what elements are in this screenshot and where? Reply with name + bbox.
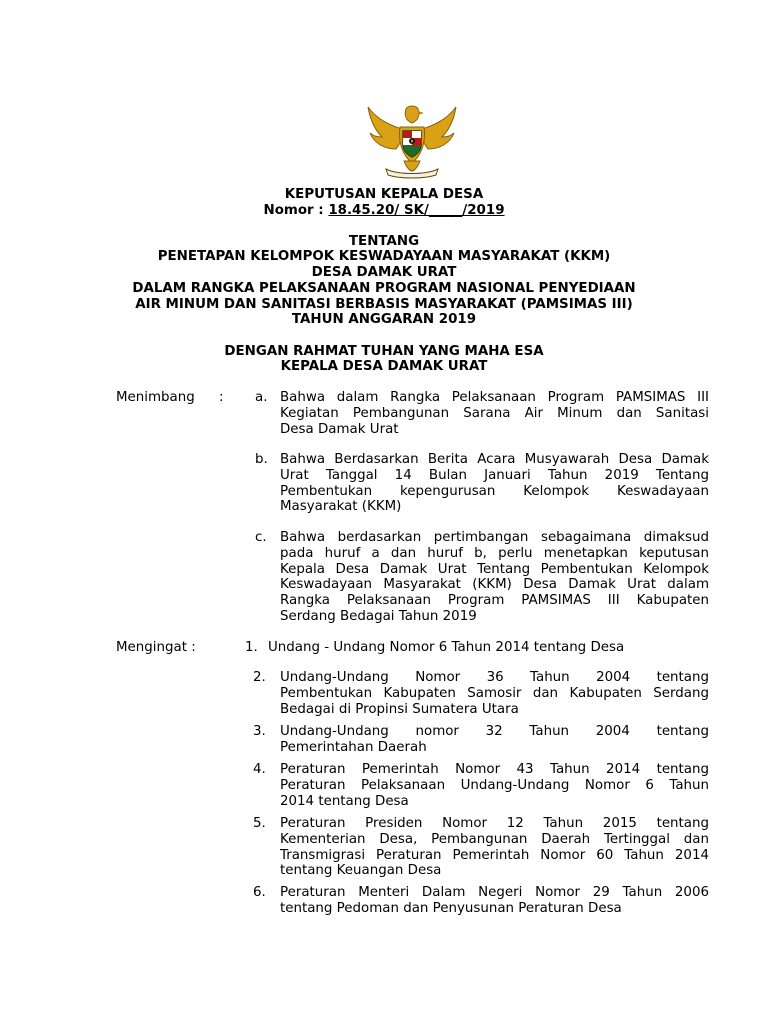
document-number <box>0 203 768 219</box>
document-title: KEPUTUSAN KEPALA DESA <box>284 187 484 202</box>
list-marker: 4. <box>253 762 266 777</box>
menimbang-item-a: Bahwa dalam Rangka Pelaksanaan Program PAMSIMAS III Kegiatan Pembangunan Sarana Air Minum dan Sanitasi Desa Damak Urat <box>280 390 709 437</box>
list-marker: 3. <box>253 724 266 739</box>
official-title: KEPALA DESA DAMAK URAT <box>280 359 488 374</box>
mengingat-item-6: Peraturan Menteri Dalam Negeri Nomor 29 Tahun 2006 tentang Pedoman dan Penyusunan Peraturan Desa <box>280 885 709 916</box>
blessing-line: DENGAN RAHMAT TUHAN YANG MAHA ESA <box>224 344 544 359</box>
menimbang-colon: : <box>219 390 224 405</box>
menimbang-item-b: Bahwa Berdasarkan Berita Acara Musyawarah Desa Damak Urat Tanggal 14 Bulan Januari Tahun 2019 Tentang Pembentukan kepengurusan Kelompok Keswadayaan Masyarakat (KKM) <box>280 452 709 515</box>
subject-line: TAHUN ANGGARAN 2019 <box>291 312 477 327</box>
menimbang-label: Menimbang <box>116 390 195 405</box>
list-marker: 2. <box>253 670 266 685</box>
list-marker: c. <box>255 530 267 545</box>
subject-line: PENETAPAN KELOMPOK KESWADAYAAN MASYARAKAT (KKM) <box>157 249 611 264</box>
document-number-value: 18.45.20/ SK/_____/2019 <box>328 203 505 218</box>
list-marker: b. <box>255 452 268 467</box>
list-marker: a. <box>255 390 268 405</box>
list-marker: 5. <box>253 816 266 831</box>
mengingat-item-4: Peraturan Pemerintah Nomor 43 Tahun 2014 tentang Peraturan Pelaksanaan Undang-Undang Nomor 6 Tahun 2014 tentang Desa <box>280 762 709 809</box>
garuda-pancasila-emblem <box>364 101 460 179</box>
subject-line: DALAM RANGKA PELAKSANAAN PROGRAM NASIONAL PENYEDIAAN <box>132 281 636 296</box>
list-marker: 6. <box>253 885 266 900</box>
mengingat-label: Mengingat : <box>116 640 196 655</box>
menimbang-item-c: Bahwa berdasarkan pertimbangan sebagaimana dimaksud pada huruf a dan huruf b, perlu menetapkan keputusan Kepala Desa Damak Urat Tentang Pembentukan Kelompok Keswadayaan Masyarakat (KKM) Desa Damak Urat dalam Rangka Pelaksanaan Program PAMSIMAS III Kabupaten Serdang Bedagai Tahun 2019 <box>280 530 709 624</box>
document-number-label: Nomor : <box>263 203 329 218</box>
list-marker: 1. <box>245 640 258 655</box>
mengingat-item-2: Undang-Undang Nomor 36 Tahun 2004 tentang Pembentukan Kabupaten Samosir dan Kabupaten Serdang Bedagai di Propinsi Sumatera Utara <box>280 670 709 717</box>
tentang-heading: TENTANG <box>348 234 420 249</box>
subject-line: DESA DAMAK URAT <box>311 265 457 280</box>
mengingat-item-3: Undang-Undang nomor 32 Tahun 2004 tentang Pemerintahan Daerah <box>280 724 709 755</box>
mengingat-item-5: Peraturan Presiden Nomor 12 Tahun 2015 tentang Kementerian Desa, Pembangunan Daerah Tertinggal dan Transmigrasi Peraturan Pemerintah Nomor 60 Tahun 2014 tentang Keuangan Desa <box>280 816 709 879</box>
mengingat-item-1: Undang - Undang Nomor 6 Tahun 2014 tentang Desa <box>268 640 625 655</box>
subject-line: AIR MINUM DAN SANITASI BERBASIS MASYARAKAT (PAMSIMAS III) <box>135 297 633 312</box>
